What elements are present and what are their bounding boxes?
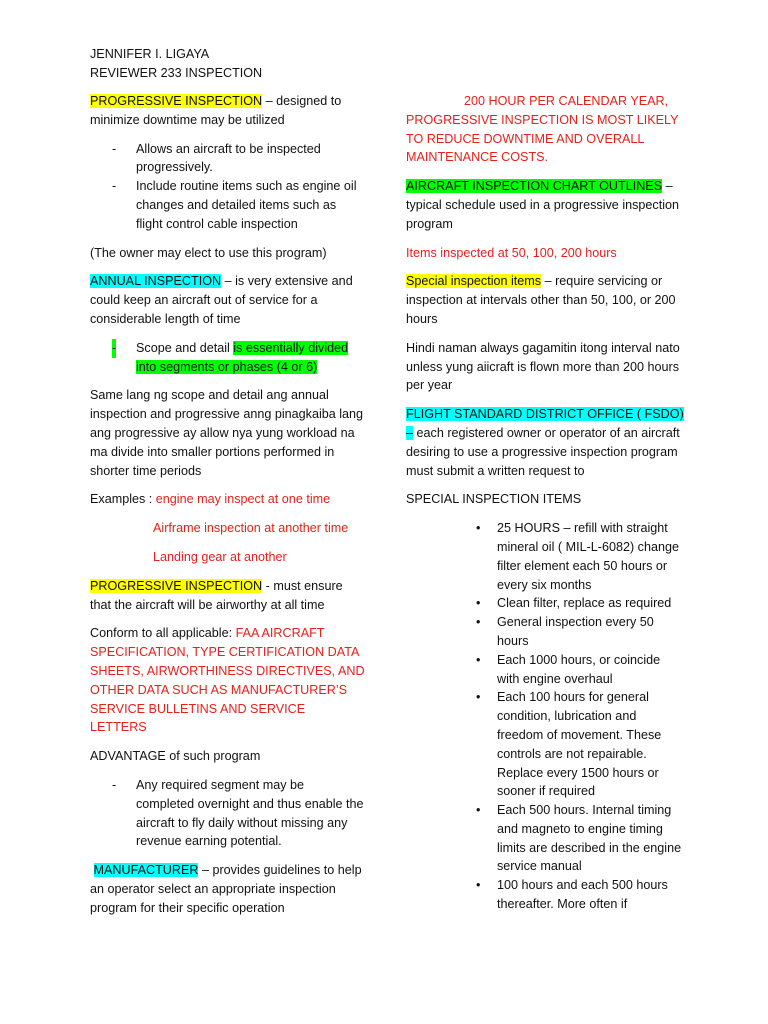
advantage-heading: ADVANTAGE of such program xyxy=(90,749,261,764)
term-progressive-inspection-2: PROGRESSIVE INSPECTION xyxy=(90,578,263,593)
list-item: • Each 1000 hours, or coincide with engine overhaul xyxy=(476,652,661,686)
special-items-heading: SPECIAL INSPECTION ITEMS xyxy=(406,492,582,507)
example-item: Landing gear at another xyxy=(153,549,287,564)
owner-note: (The owner may elect to use this program) xyxy=(90,245,327,260)
list-item: - Scope and detail is essentially divided into segments or phases (4 or 6) xyxy=(112,340,349,374)
list-item: • Each 500 hours. Internal timing and magneto to engine timing limits are described in the engine service manual xyxy=(476,803,682,874)
annual-inspection-def: ANNUAL INSPECTION – is very extensive and could keep an aircraft out of service for a considerable length of time xyxy=(90,274,353,326)
left-column xyxy=(90,92,365,927)
chart-outlines-def: AIRCRAFT INSPECTION CHART OUTLINES – typical schedule used in a progressive inspection program xyxy=(406,179,680,231)
list-item: • Each 100 hours for general condition, lubrication and freedom of movement. These controls are not repairable. Replace every 1500 hours or sooner if required xyxy=(476,690,662,799)
hours-statement: 200 HOUR PER CALENDAR YEAR, PROGRESSIVE INSPECTION IS MOST LIKELY TO REDUCE DOWNTIME AND OVERALL MAINTENANCE COSTS. xyxy=(406,94,679,165)
term-manufacturer: MANUFACTURER xyxy=(93,863,199,878)
scope-highlight: is essentially divided into segments or phases (4 or 6) xyxy=(136,340,349,374)
list-item: - Any required segment may be completed overnight and thus enable the aircraft to fly daily without missing any revenue earning potential. xyxy=(112,777,364,849)
list-item: • 25 HOURS – refill with straight mineral oil ( MIL-L-6082) change filter element each 50 hours or every six months xyxy=(476,521,679,592)
term-annual-inspection: ANNUAL INSPECTION xyxy=(90,274,222,289)
list-item: - Include routine items such as engine oil changes and detailed items such as flight control cable inspection xyxy=(112,179,357,231)
example-item: Airframe inspection at another time xyxy=(153,521,349,536)
list-item: • 100 hours and each 500 hours thereafter. More often if xyxy=(476,878,668,912)
progressive-airworthy-def: PROGRESSIVE INSPECTION - must ensure that the aircraft will be airworthy at all time xyxy=(90,578,343,612)
term-chart-outlines: AIRCRAFT INSPECTION CHART OUTLINES xyxy=(406,179,663,194)
conform-paragraph: Conform to all applicable: FAA AIRCRAFT SPECIFICATION, TYPE CERTIFICATION DATA SHEETS, AIRWORTHINESS DIRECTIVES, AND OTHER DATA SUCH AS MANUFACTURER’S SERVICE BULLETINS AND SERVICE LETTERS xyxy=(90,626,365,735)
items-inspected: Items inspected at 50, 100, 200 hours xyxy=(406,245,617,260)
same-scope-paragraph: Same lang ng scope and detail ang annual inspection and progressive anng pinagkaiba lang ang progressive ay allow nya yung workload na ma divide into smaller portions performed in shorter time periods xyxy=(90,388,364,478)
scope-list xyxy=(90,339,365,377)
term-special-inspection-items: Special inspection items xyxy=(406,274,542,289)
manufacturer-def: MANUFACTURER – provides guidelines to help an operator select an appropriate inspection program for their specific operation xyxy=(90,863,362,915)
term-fsdo: FLIGHT STANDARD DISTRICT OFFICE ( FSDO) – xyxy=(406,407,684,440)
list-item: - Allows an aircraft to be inspected progressively. xyxy=(112,141,321,175)
author-name: JENNIFER I. LIGAYA xyxy=(90,47,210,61)
list-item: • Clean filter, replace as required xyxy=(476,596,672,611)
document-subject: REVIEWER 233 INSPECTION xyxy=(90,66,263,80)
progressive-inspection-def: PROGRESSIVE INSPECTION – designed to minimize downtime may be utilized xyxy=(90,94,342,127)
advantage-list xyxy=(90,776,365,851)
list-item: • General inspection every 50 hours xyxy=(476,615,654,648)
special-items-def: Special inspection items – require servicing or inspection at intervals other than 50, 100, or 200 hours xyxy=(406,274,676,326)
progressive-list xyxy=(90,140,365,234)
examples-line: Examples : engine may inspect at one time xyxy=(90,492,331,507)
right-column xyxy=(406,92,686,914)
special-items-list xyxy=(406,519,686,914)
interval-note: Hindi naman always gagamitin itong interval nato unless yung aiicraft is flown more than 200 hours per year xyxy=(406,340,680,393)
fsdo-def: FLIGHT STANDARD DISTRICT OFFICE ( FSDO) – each registered owner or operator of an aircraft desiring to use a progressive inspection program must submit a written request to xyxy=(406,407,684,478)
document-header xyxy=(90,45,262,83)
term-progressive-inspection: PROGRESSIVE INSPECTION xyxy=(90,94,263,108)
